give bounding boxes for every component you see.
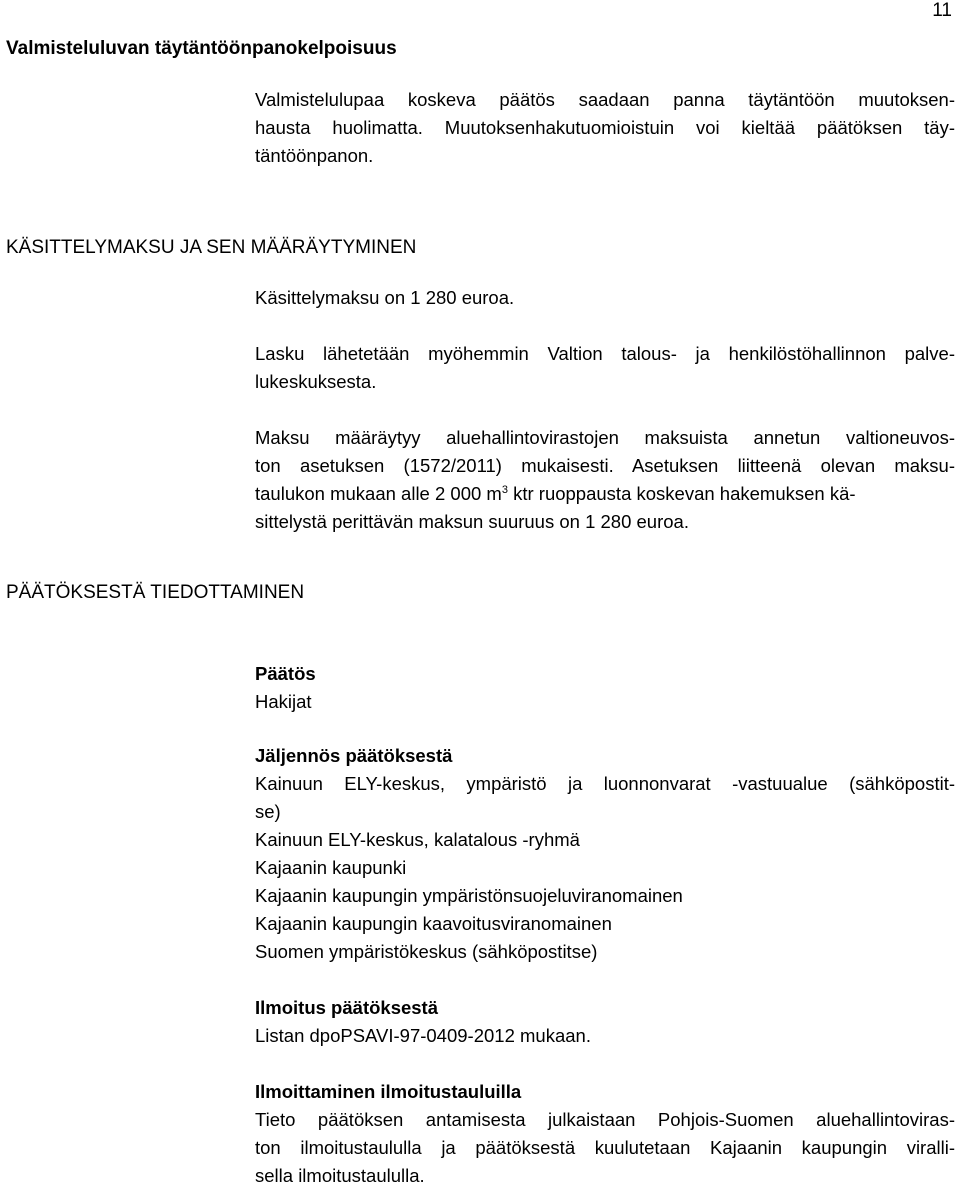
section-heading-valmistelu: Valmisteluluvan täytäntöönpanokelpoisuus: [6, 38, 397, 59]
list-item: Kajaanin kaupunki: [255, 857, 407, 878]
text-line: Maksu määräytyy aluehallintovirastojen maksuista annetun valtioneuvos-: [255, 427, 955, 448]
text-line: [255, 480, 955, 508]
list-item: Kainuun ELY-keskus, kalatalous -ryhmä: [255, 829, 580, 850]
valmistelu-paragraph: [255, 86, 955, 170]
text-fragment: taulukon mukaan alle 2 000 m: [255, 483, 502, 504]
text-line: Tieto päätöksen antamisesta julkaistaan Pohjois-Suomen aluehallintoviras-: [255, 1109, 955, 1130]
section-heading-tiedottaminen: PÄÄTÖKSESTÄ TIEDOTTAMINEN: [6, 582, 305, 603]
list-item: Kainuun ELY-keskus, ympäristö ja luonnonvarat -vastuualue (sähköpostit-: [255, 773, 955, 794]
list-item: Kajaanin kaupungin ympäristönsuojeluviranomainen: [255, 885, 683, 906]
text-line: täntöönpanon.: [255, 145, 374, 166]
kasittelymaksu-basis: [255, 424, 955, 536]
sub-heading-ilmoitus: Ilmoitus päätöksestä: [255, 997, 439, 1018]
ilmoitus-block: [255, 994, 955, 1050]
text-line: lukeskuksesta.: [255, 371, 377, 392]
text-line: Valmistelulupaa koskeva päätös saadaan panna täytäntöön muutoksen-: [255, 89, 955, 110]
text-fragment: [255, 480, 856, 508]
paatos-block: [255, 660, 955, 716]
jaljennos-block: [255, 742, 955, 966]
text-line: ton asetuksen (1572/2011) mukaisesti. Asetuksen liitteenä olevan maksu-: [255, 455, 955, 476]
text-fragment: ktr ruoppausta koskevan hakemuksen kä-: [507, 483, 856, 504]
text-line: hausta huolimatta. Muutoksenhakutuomioistuin voi kieltää päätöksen täy-: [255, 117, 955, 138]
text-line: ton ilmoitustaululla ja päätöksestä kuulutetaan Kajaanin kaupungin viralli-: [255, 1137, 955, 1158]
text-line: sittelystä perittävän maksun suuruus on 1 280 euroa.: [255, 511, 689, 532]
ilmoittaminen-block: [255, 1078, 955, 1190]
text-line: Lasku lähetetään myöhemmin Valtion talous- ja henkilöstöhallinnon palve-: [255, 343, 955, 364]
kasittelymaksu-invoice: [255, 340, 955, 396]
sub-heading-ilmoittaminen: Ilmoittaminen ilmoitustauluilla: [255, 1081, 522, 1102]
sub-heading-jaljennos: Jäljennös päätöksestä: [255, 745, 453, 766]
page-number: 11: [932, 0, 952, 21]
text-line: sella ilmoitustaululla.: [255, 1165, 425, 1186]
list-item: Hakijat: [255, 691, 312, 712]
text-line: Listan dpoPSAVI-97-0409-2012 mukaan.: [255, 1025, 591, 1046]
list-item: Kajaanin kaupungin kaavoitusviranomainen: [255, 913, 612, 934]
list-item: Suomen ympäristökeskus (sähköpostitse): [255, 941, 598, 962]
list-item: se): [255, 801, 281, 822]
superscript: 3: [501, 483, 508, 496]
text-line: Käsittelymaksu on 1 280 euroa.: [255, 287, 515, 308]
sub-heading-paatos: Päätös: [255, 663, 316, 684]
kasittelymaksu-amount: [255, 284, 955, 312]
section-heading-kasittelymaksu: KÄSITTELYMAKSU JA SEN MÄÄRÄYTYMINEN: [6, 237, 417, 258]
